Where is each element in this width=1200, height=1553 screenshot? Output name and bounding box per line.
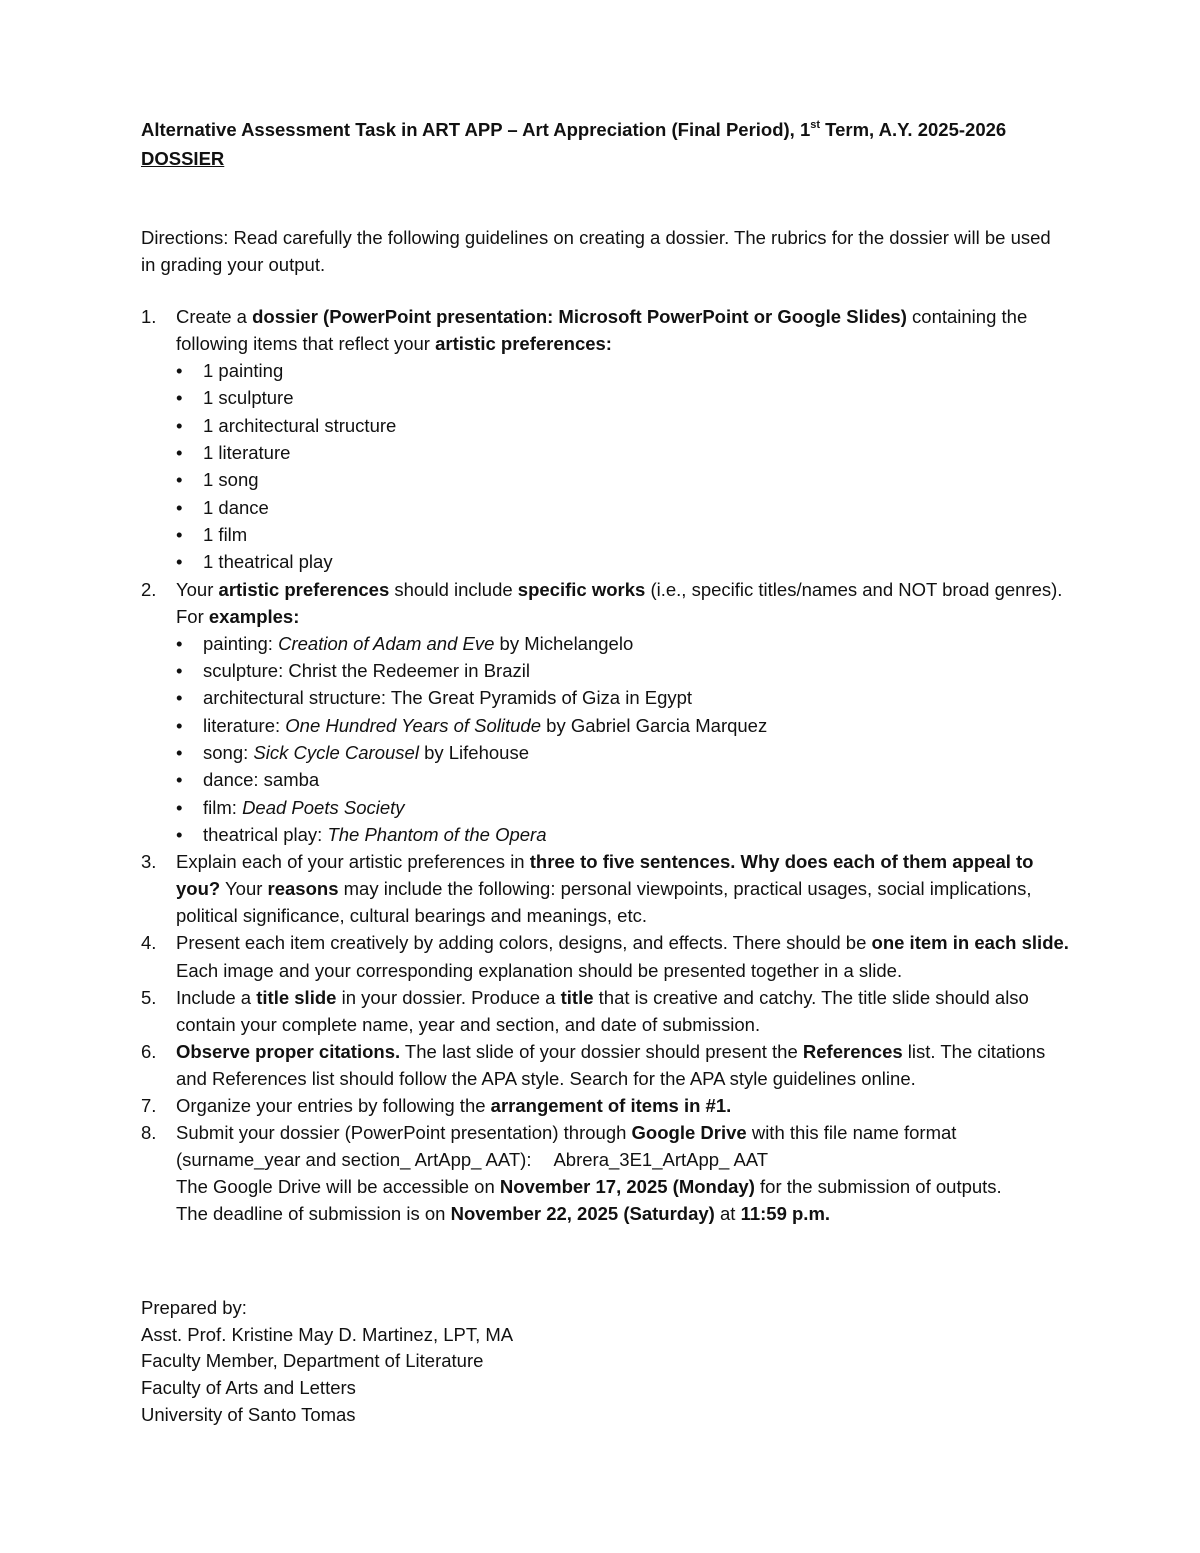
bold-text: three to five sentences. Why does each of them appeal to you? [176,851,1034,900]
text: The last slide of your dossier should present the [400,1040,803,1062]
bold-text: one item in each slide. [871,932,1069,954]
examples-list [176,630,1071,848]
example-item [176,712,1071,739]
preparer-university: University of Santo Tomas [141,1403,356,1425]
example-label: literature: [203,714,286,736]
text: The deadline of submission is on [176,1203,451,1225]
guideline-item-2 [141,576,1071,849]
bullet-icon: • [176,769,183,791]
item-number: 3. [141,851,157,873]
artwork-types-list [176,357,1071,575]
bullet-icon: • [176,360,183,382]
document-subtitle: DOSSIER [141,148,225,169]
list-item [176,384,1071,411]
text: Create a [176,306,253,327]
bullet-icon: • [176,741,183,763]
guideline-item-8 [141,1119,1071,1227]
example-item [176,794,1071,821]
bullet-icon: • [176,823,183,845]
list-item [176,412,1071,439]
directions-paragraph: Directions: Read carefully the following guidelines on creating a dossier. The rubrics for the dossier will be used in grading your output. [141,227,1051,276]
bullet-icon: • [176,442,183,464]
example-item [176,657,1071,684]
example-label: painting: [203,632,279,654]
guideline-item-1 [141,303,1071,576]
text: Each image and your corresponding explanation should be presented together in a slide. [176,959,903,981]
deadline-time: 11:59 p.m. [740,1203,831,1225]
example-label: dance: samba [203,769,320,791]
example-suffix: by Michelangelo [494,632,634,654]
list-item-text: 1 song [203,469,259,491]
example-work-title: The Phantom of the Opera [327,823,547,845]
item-number: 7. [141,1094,157,1116]
bold-text: title slide [256,986,337,1008]
text: in your dossier. Produce a [336,986,561,1008]
bold-text: artistic preferences [218,578,390,600]
example-work-title: Sick Cycle Carousel [253,741,419,763]
text: Organize your entries by following the [176,1094,491,1116]
text: (i.e., specific titles/names and NOT broad genres). For [176,578,1063,627]
list-item-text: 1 film [203,523,248,545]
example-item [176,630,1071,657]
bold-text: reasons [267,878,339,900]
text: Submit your dossier (PowerPoint presentation) through [176,1122,632,1144]
item-number: 1. [141,306,157,327]
bullet-icon: • [176,496,183,518]
example-label: theatrical play: [203,823,328,845]
document-title [141,116,1006,143]
example-label: sculpture: Christ the Redeemer in Brazil [203,660,530,682]
example-work-title: Dead Poets Society [242,796,405,818]
example-item [176,684,1071,711]
preparer-position: Faculty Member, Department of Literature [141,1350,484,1372]
item-number: 2. [141,578,157,600]
prepared-by-label: Prepared by: [141,1297,247,1318]
guideline-item-4 [141,929,1071,983]
text: may include the following: personal viewpoints, practical usages, social implications, political significance, cultural bearings and meanings, etc. [176,878,1032,927]
preparer-faculty: Faculty of Arts and Letters [141,1377,356,1399]
item-number: 5. [141,986,157,1008]
text: Explain each of your artistic preferences in [176,851,530,873]
bullet-icon: • [176,660,183,682]
example-label: song: [203,741,254,763]
guidelines-list [141,303,1071,1227]
example-label: film: [203,796,243,818]
text: Your [220,878,268,900]
bullet-icon: • [176,469,183,491]
example-work-title: One Hundred Years of Solitude [285,714,542,736]
example-work-title: Creation of Adam and Eve [278,632,495,654]
example-label: architectural structure: The Great Pyramids of Giza in Egypt [203,687,693,709]
title-text-end: Term, A.Y. 2025-2026 [820,119,1007,140]
guideline-item-5 [141,984,1071,1038]
item-number: 6. [141,1040,157,1062]
list-item-text: 1 literature [203,442,291,464]
bold-text: title [560,986,594,1008]
bold-text: specific works [517,578,646,600]
text: at [714,1203,741,1225]
deadline-date: November 22, 2025 (Saturday) [450,1203,715,1225]
bullet-icon: • [176,414,183,436]
text: list. The citations and References list should follow the APA style. Search for the APA style guidelines online. [176,1040,1046,1089]
preparer-name: Asst. Prof. Kristine May D. Martinez, LPT, MA [141,1323,514,1345]
file-name-example: Abrera_3E1_ArtApp_ AAT [553,1149,769,1171]
example-suffix: by Lifehouse [418,741,529,763]
example-suffix: by Gabriel Garcia Marquez [541,714,768,736]
bullet-icon: • [176,387,183,409]
list-item-text: 1 dance [203,496,269,518]
bold-text: artistic preferences: [435,333,612,355]
text: containing the following items that reflect your [176,306,1028,355]
item-number: 4. [141,932,157,954]
guideline-item-7 [141,1092,1071,1119]
text: should include [389,578,518,600]
example-item [176,739,1071,766]
item-number: 8. [141,1122,157,1144]
list-item [176,548,1071,575]
example-item [176,766,1071,793]
list-item-text: 1 architectural structure [203,414,397,436]
signature-block [141,1295,513,1429]
guideline-item-6 [141,1038,1071,1092]
text: Include a [176,986,257,1008]
list-item-text: 1 theatrical play [203,551,333,573]
text: for the submission of outputs. [754,1176,1002,1198]
text: The Google Drive will be accessible on [176,1176,500,1198]
text: Your [176,578,219,600]
bold-text: examples: [208,605,300,627]
bold-text: References [802,1040,903,1062]
bullet-icon: • [176,714,183,736]
bullet-icon: • [176,796,183,818]
bold-text: Observe proper citations. [176,1040,401,1062]
guideline-item-3 [141,848,1071,929]
example-item [176,821,1071,848]
list-item [176,466,1071,493]
bullet-icon: • [176,551,183,573]
text: Present each item creatively by adding colors, designs, and effects. There should be [176,932,872,954]
bold-text: Google Drive [631,1122,747,1144]
open-date: November 17, 2025 (Monday) [499,1176,755,1198]
list-item [176,521,1071,548]
title-superscript: st [810,119,821,131]
list-item [176,439,1071,466]
title-text: Alternative Assessment Task in ART APP – Art Appreciation (Final Period), 1 [141,119,811,140]
list-item [176,357,1071,384]
text: with this file name format (surname_year and section_ ArtApp_ AAT): [176,1122,957,1171]
text: that is creative and catchy. The title slide should also contain your complete name, year and section, and date of submission. [176,986,1029,1035]
bold-text: arrangement of items in #1. [490,1094,732,1116]
list-item [176,494,1071,521]
list-item-text: 1 sculpture [203,387,294,409]
list-item-text: 1 painting [203,360,284,382]
bullet-icon: • [176,523,183,545]
bold-text: dossier (PowerPoint presentation: Microsoft PowerPoint or Google Slides) [252,306,907,327]
bullet-icon: • [176,687,183,709]
bullet-icon: • [176,632,183,654]
